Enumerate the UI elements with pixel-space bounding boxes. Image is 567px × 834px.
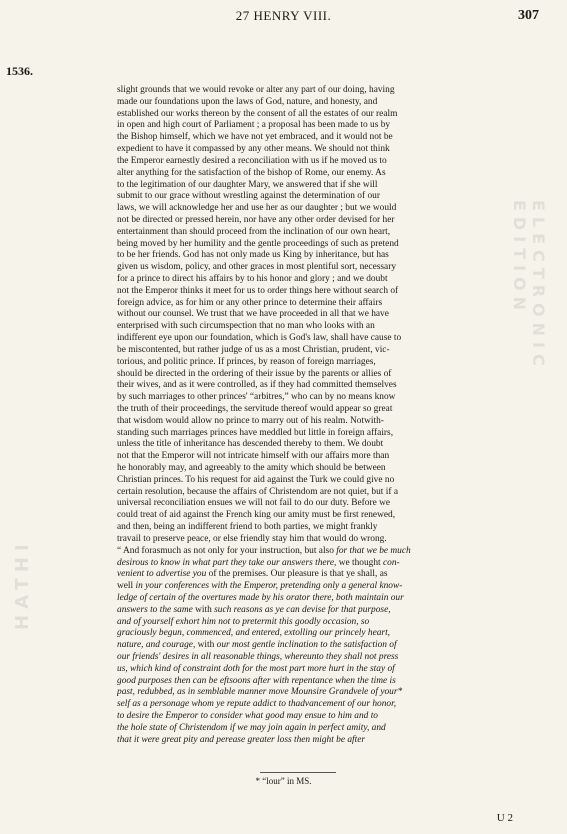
- text-segment: should be directed in the ordering of their issue by the parents or allies of: [117, 368, 392, 379]
- text-line: [117, 581, 497, 593]
- body-text: [117, 85, 497, 747]
- text-line: [117, 617, 497, 629]
- text-line: [117, 380, 497, 392]
- text-segment: without our counsel. We trust that we have proceeded in all that we have: [117, 309, 389, 320]
- footnote: * “lour” in MS.: [255, 776, 312, 786]
- text-segment: alter anything for the satisfaction of the bishop of Rome, our enemy. As: [117, 167, 386, 178]
- text-segment: laws, we will acknowledge her and use her as our daughter ; but we would: [117, 203, 397, 214]
- text-line: [117, 321, 497, 333]
- text-segment: made our foundations upon the laws of God, nature, and honesty, and: [117, 96, 378, 107]
- text-line: [117, 510, 497, 522]
- text-line: [117, 274, 497, 286]
- text-line: [117, 215, 497, 227]
- text-line: [117, 664, 497, 676]
- text-line: [117, 640, 497, 652]
- text-segment: not be directed or pressed herein, nor have any other order devised for her: [117, 214, 395, 225]
- text-line: [117, 404, 497, 416]
- italic-segment: our most gentle inclination to the satisfaction of: [216, 640, 397, 651]
- text-line: [117, 392, 497, 404]
- text-segment: submit to our grace without wrestling against the determination of our: [117, 191, 380, 202]
- italic-segment: our friends' desires in all reasonable things, whereunto they shall not press: [117, 652, 399, 662]
- text-segment: well: [117, 581, 136, 592]
- watermark-left: HATHI: [12, 538, 33, 630]
- text-segment: torious, and politic prince. If princes, by reason of foreign marriages,: [117, 356, 376, 367]
- italic-segment: us, which kind of constraint doth for the most part more hurt in the stay of: [117, 663, 395, 674]
- text-segment: the Emperor earnestly desired a reconciliation with us if he moved us to: [117, 155, 387, 166]
- text-line: [117, 180, 497, 192]
- text-segment: “ And forasmuch as not only for your instruction, but also: [117, 545, 337, 556]
- text-segment: certain resolution, because the affairs of Christendom are not quiet, but if a: [117, 486, 398, 497]
- text-line: [117, 451, 497, 463]
- text-line: [117, 298, 497, 310]
- text-line: [117, 309, 497, 321]
- italic-segment: to desire the Emperor to consider what good may ensue to him and to: [117, 711, 378, 722]
- text-line: [117, 711, 497, 723]
- text-line: [117, 593, 497, 605]
- italic-segment: and of yourself exhort him not to pretermit this goodly occasion, so: [117, 616, 370, 627]
- text-line: [117, 203, 497, 215]
- italic-segment: answers to the same: [117, 604, 193, 615]
- text-line: [117, 699, 497, 711]
- italic-segment: desirous to know in what part they take our answers there,: [117, 557, 337, 568]
- text-line: [117, 416, 497, 428]
- italic-segment: in your conferences with the Emperor, pretending only a general know-: [135, 581, 403, 592]
- text-line: [117, 475, 497, 487]
- text-line: [117, 191, 497, 203]
- text-line: [117, 369, 497, 381]
- text-segment: and then, being an indifferent friend to both parties, we might frankly: [117, 522, 378, 533]
- text-segment: in open and high court of Parliament ; a proposal has been made to us by: [117, 120, 391, 131]
- text-line: [117, 652, 497, 664]
- italic-segment: con-: [382, 557, 400, 568]
- text-line: [117, 558, 497, 570]
- text-segment: indifferent eye upon our foundation, which is God's law, shall have cause to: [117, 333, 402, 344]
- italic-segment: ledge of certain of the overtures made by his orator there, both maintain our: [117, 592, 404, 603]
- text-segment: with: [192, 604, 215, 615]
- text-line: [117, 735, 497, 747]
- text-segment: the Bishop himself, which we have not yet embraced, and it would not be: [117, 132, 393, 143]
- text-segment: not that the Emperor will not intricate himself with our affairs more than: [117, 451, 390, 462]
- italic-segment: venient to advertise you: [117, 569, 207, 580]
- text-segment: for a prince to direct his affairs by to his honor and glory ; and we doubt: [117, 274, 388, 284]
- italic-segment: that it were great pity and perease greater loss then might be after: [117, 734, 366, 745]
- text-segment: travail to preserve peace, or else friendly stay him that would do wrong.: [117, 533, 387, 544]
- text-segment: of the premises. Our pleasure is that ye shall, as: [206, 569, 388, 580]
- text-line: [117, 676, 497, 688]
- text-segment: he honorably may, and agreeably to the amity which should be between: [117, 463, 386, 473]
- text-line: [117, 687, 497, 699]
- text-line: [117, 333, 497, 345]
- italic-segment: nature, and courage,: [117, 640, 196, 651]
- text-segment: to be her friends. God has not only made us King by inheritance, but has: [117, 250, 389, 261]
- text-segment: established our works thereon by the consent of all the estates of our realm: [117, 108, 398, 119]
- text-segment: not the Emperor thinks it meet for us to order things here without search of: [117, 285, 399, 296]
- text-line: [117, 723, 497, 735]
- text-segment: the truth of their proceedings, the servitude thereof would appear so great: [117, 403, 393, 414]
- text-line: [117, 250, 497, 262]
- text-line: [117, 522, 497, 534]
- watermark-right: ELECTRONIC EDITION: [510, 200, 548, 372]
- text-line: [117, 109, 497, 121]
- italic-segment: the hole state of Christendom if we may join again in perfect amity, and: [117, 722, 386, 733]
- text-line: [117, 463, 497, 475]
- italic-segment: self as a personage whom ye repute addict to thadvancement of our honor,: [117, 699, 397, 710]
- italic-segment: past, redubbed, as in semblable manner move Mounsire Grandvele of your*: [117, 687, 403, 698]
- text-segment: universal reconciliation ensues we will not fail to do our duty. Before we: [117, 498, 391, 509]
- text-line: [117, 239, 497, 251]
- text-segment: their wives, and as it were controlled, as if they had committed themselves: [117, 380, 397, 391]
- text-line: [117, 498, 497, 510]
- text-line: [117, 97, 497, 109]
- italic-segment: for that we be much: [336, 545, 411, 556]
- text-segment: that wisdom would allow no prince to marry out of his realm. Notwith-: [117, 415, 384, 426]
- text-line: [117, 345, 497, 357]
- text-line: [117, 227, 497, 239]
- text-line: [117, 357, 497, 369]
- text-line: [117, 546, 497, 558]
- text-segment: entertainment than should proceed from the inclination of our own heart,: [117, 226, 391, 237]
- page-header: [0, 8, 567, 30]
- text-segment: with: [195, 640, 217, 651]
- text-segment: unless the title of inheritance has descended thereby to them. We doubt: [117, 439, 384, 450]
- text-segment: enterprised with such circumspection that no man who looks with an: [117, 321, 375, 332]
- text-line: [117, 156, 497, 168]
- italic-segment: good purposes then can be eftsoons after with repentance when the time is: [117, 675, 396, 686]
- footnote-rule: [260, 772, 336, 773]
- text-segment: given us wisdom, policy, and other graces in most plentiful sort, necessary: [117, 262, 397, 273]
- text-segment: we thought: [336, 557, 383, 568]
- text-segment: standing such marriages princes have meddled but little in foreign affairs,: [117, 427, 394, 438]
- text-segment: expedient to have it compassed by any other means. We should not think: [117, 144, 390, 155]
- text-line: [117, 628, 497, 640]
- text-line: [117, 534, 497, 546]
- text-segment: Christian princes. To his request for aid against the Turk we could give no: [117, 474, 395, 485]
- italic-segment: such reasons as ye can devise for that purpose,: [214, 604, 391, 615]
- text-line: [117, 569, 497, 581]
- page-number: 307: [518, 8, 539, 23]
- text-segment: slight grounds that we would revoke or alter any part of our doing, having: [117, 85, 395, 95]
- margin-year: 1536.: [6, 64, 33, 78]
- text-line: [117, 487, 497, 499]
- text-segment: could treat of aid against the French king our amity must be first renewed,: [117, 510, 396, 521]
- text-line: [117, 120, 497, 132]
- text-line: [117, 144, 497, 156]
- text-line: [117, 286, 497, 298]
- text-line: [117, 132, 497, 144]
- text-segment: being moved by her humility and the gentle proceedings of such as pretend: [117, 238, 399, 249]
- text-line: [117, 605, 497, 617]
- text-line: [117, 85, 497, 97]
- text-segment: by such marriages to other princes' “arbitres,” who can by no means know: [117, 392, 396, 403]
- text-line: [117, 168, 497, 180]
- text-segment: foreign advice, as for him or any other prince to determine their affairs: [117, 297, 383, 308]
- text-segment: to the legitimation of our daughter Mary, we answered that if she will: [117, 179, 378, 190]
- running-head: 27 HENRY VIII.: [235, 8, 332, 23]
- text-segment: be miscontented, but rather judge of us as a most Christian, prudent, vic-: [117, 344, 390, 355]
- italic-segment: graciously begun, commenced, and entered, extolling our princely heart,: [117, 628, 391, 639]
- text-line: [117, 439, 497, 451]
- signature-mark: U 2: [496, 812, 513, 824]
- text-line: [117, 262, 497, 274]
- text-line: [117, 428, 497, 440]
